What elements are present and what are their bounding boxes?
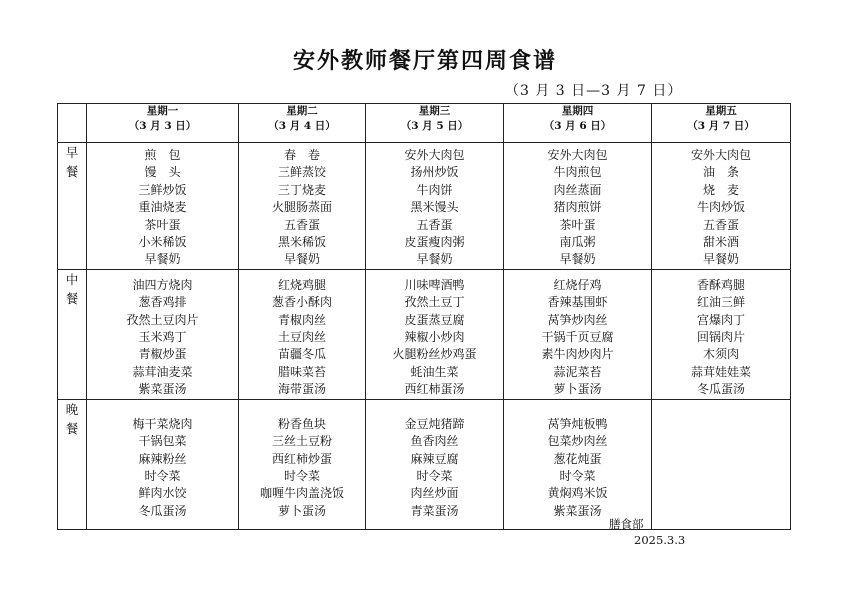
dish-item: 萝卜蛋汤 (277, 503, 326, 518)
dish-item: 早餐奶 (283, 252, 320, 267)
dish-item: 时令菜 (144, 468, 181, 483)
day-header (366, 104, 504, 143)
dish-item: 甜米酒 (702, 235, 739, 250)
dish-item: 蒜茸油麦菜 (132, 364, 193, 379)
dish-item: 蒜泥菜苔 (553, 364, 602, 379)
dish-item: 回锅肉片 (696, 330, 745, 345)
meal-label-char: 晚 (65, 401, 79, 417)
dish-item: 时令菜 (283, 468, 320, 483)
meal-label (58, 399, 87, 529)
dish-item: 安外大肉包 (404, 148, 465, 162)
dish-item: 皮蛋蒸豆腐 (404, 312, 465, 327)
dish-item: 扬州炒饭 (410, 165, 459, 180)
dish-item: 安外大肉包 (690, 148, 751, 162)
footer-date: 2025.3.3 (634, 533, 686, 547)
dish-item: 三鲜炒饭 (138, 182, 187, 197)
dish-item: 黄焖鸡米饭 (547, 486, 608, 501)
dish-item: 五香蛋 (416, 217, 453, 232)
dish-item: 孜然土豆肉片 (126, 312, 199, 327)
dish-item: 黑米馒头 (410, 200, 459, 215)
dish-item: 肉丝炒面 (410, 486, 459, 501)
dish-item: 五香蛋 (283, 217, 320, 232)
dish-item: 葱花炖蛋 (553, 451, 602, 466)
meal-label (58, 269, 87, 399)
page-title: 安外教师餐厅第四周食谱 (292, 48, 557, 74)
date-range: （3 月 3 日—3 月 7 日） (505, 83, 683, 99)
dish-item: 牛肉饼 (416, 182, 453, 197)
menu-cell (87, 143, 239, 270)
dish-item: 干锅包菜 (138, 434, 187, 449)
dish-item: 萝卜蛋汤 (553, 382, 602, 397)
dish-item: 素牛肉炒肉片 (541, 347, 614, 362)
dish-item: 苗疆冬瓜 (277, 347, 326, 362)
dish-item: 莴笋炒肉丝 (547, 312, 608, 327)
menu-cell (239, 143, 366, 270)
meal-label-char: 中 (65, 271, 79, 287)
dish-item: 青椒肉丝 (277, 312, 326, 327)
menu-cell (239, 399, 366, 529)
dinner-row (58, 399, 791, 529)
dish-item: 三鲜蒸饺 (277, 165, 326, 180)
dish-item: 宫爆肉丁 (696, 312, 745, 327)
day-date: （3 月 5 日） (400, 120, 469, 132)
dish-item: 时令菜 (559, 468, 596, 483)
dish-item: 干锅千页豆腐 (541, 330, 614, 345)
dish-item: 川味啤酒鸭 (404, 277, 465, 292)
day-date: （3 月 4 日） (268, 120, 336, 132)
dish-item: 时令菜 (416, 468, 453, 483)
menu-cell (504, 399, 652, 529)
dish-item: 早餐奶 (559, 252, 596, 267)
dish-item: 蒜茸娃娃菜 (690, 364, 751, 379)
dish-item: 木须肉 (702, 347, 739, 362)
day-header (652, 104, 791, 143)
dish-item: 小米稀饭 (138, 235, 187, 250)
dish-item: 粉香鱼块 (277, 416, 326, 431)
menu-cell (652, 399, 791, 529)
menu-table (57, 103, 791, 530)
menu-cell (652, 143, 791, 270)
day-header (504, 104, 652, 143)
dish-item: 茶叶蛋 (144, 217, 181, 232)
day-date: （3 月 7 日） (687, 120, 755, 132)
day-name: 星期二 (286, 105, 318, 117)
day-header (87, 104, 239, 143)
dish-item: 金豆炖猪蹄 (404, 416, 465, 431)
meal-label (58, 143, 87, 270)
dish-item: 早餐奶 (416, 252, 453, 267)
dish-item: 香辣基围虾 (547, 295, 608, 310)
dish-item: 红烧鸡腿 (277, 277, 326, 292)
menu-cell (504, 143, 652, 270)
day-name: 星期三 (418, 105, 451, 117)
dish-item: 香酥鸡腿 (696, 277, 745, 292)
dish-item: 冬瓜蛋汤 (696, 382, 745, 397)
dish-item: 皮蛋瘦肉粥 (404, 235, 465, 250)
header-row (58, 104, 791, 143)
dish-item: 馒 头 (144, 165, 181, 180)
dish-item: 辣椒小炒肉 (404, 330, 465, 345)
dish-item: 红烧仔鸡 (553, 277, 602, 292)
dish-item: 油 条 (702, 165, 739, 180)
dish-item: 孜然土豆丁 (404, 295, 465, 310)
footer-department: 膳食部 (609, 517, 644, 531)
meal-label-char: 餐 (65, 290, 79, 306)
dish-item: 咖喱牛肉盖浇饭 (259, 486, 344, 501)
dish-item: 黑米稀饭 (277, 235, 326, 250)
dish-item: 土豆肉丝 (277, 330, 326, 345)
day-name: 星期一 (146, 105, 179, 117)
dish-item: 腊味菜苔 (277, 364, 326, 379)
dish-item: 海带蛋汤 (277, 382, 326, 397)
day-name: 星期四 (561, 105, 594, 117)
dish-item: 三丁烧麦 (277, 182, 326, 197)
dish-item: 安外大肉包 (547, 148, 608, 162)
dish-item: 包菜炒肉丝 (547, 434, 608, 449)
dish-item: 莴笋炖板鸭 (547, 416, 608, 431)
lunch-row (58, 269, 791, 399)
day-date: （3 月 6 日） (543, 120, 612, 132)
dish-item: 肉丝蒸面 (553, 182, 602, 197)
dish-item: 麻辣豆腐 (410, 451, 459, 466)
day-header (239, 104, 366, 143)
dish-item: 紫菜蛋汤 (553, 503, 602, 518)
menu-cell (504, 269, 652, 399)
dish-item: 火腿粉丝炒鸡蛋 (392, 347, 477, 362)
dish-item: 葱香小酥肉 (271, 295, 332, 310)
menu-cell (366, 269, 504, 399)
dish-item: 油四方烧肉 (132, 277, 193, 292)
dish-item: 牛肉炒饭 (696, 200, 745, 215)
meal-label-char: 早 (65, 145, 79, 160)
day-name: 星期五 (705, 105, 737, 117)
meal-label-char: 餐 (65, 420, 79, 436)
dish-item: 西红柿蛋汤 (404, 382, 465, 397)
dish-item: 西红柿炒蛋 (271, 451, 332, 466)
dish-item: 三丝土豆粉 (271, 434, 332, 449)
dish-item: 紫菜蛋汤 (138, 382, 187, 397)
dish-item: 青菜蛋汤 (410, 503, 459, 518)
meal-label-char: 餐 (65, 164, 79, 179)
dish-item: 五香蛋 (702, 217, 739, 232)
menu-cell (652, 269, 791, 399)
corner-cell (58, 104, 87, 143)
menu-cell (366, 399, 504, 529)
dish-item: 蚝油生菜 (410, 364, 459, 379)
dish-item: 煎 包 (144, 148, 181, 162)
dish-item: 鱼香肉丝 (410, 434, 459, 449)
day-date: （3 月 3 日） (128, 120, 197, 132)
dish-item: 玉米鸡丁 (138, 330, 187, 345)
dish-item: 葱香鸡排 (138, 295, 187, 310)
dish-item: 冬瓜蛋汤 (138, 503, 187, 518)
dish-item: 青椒炒蛋 (138, 347, 187, 362)
dish-item: 牛肉煎包 (553, 165, 602, 180)
dish-item: 茶叶蛋 (559, 217, 596, 232)
menu-cell (87, 269, 239, 399)
menu-cell (239, 269, 366, 399)
menu-cell (87, 399, 239, 529)
dish-item: 早餐奶 (702, 252, 739, 267)
breakfast-row (58, 143, 791, 270)
dish-item: 梅干菜烧肉 (132, 416, 193, 431)
dish-item: 麻辣粉丝 (138, 451, 187, 466)
dish-item: 烧 麦 (702, 182, 739, 197)
dish-item: 鲜肉水饺 (138, 486, 187, 501)
menu-cell (366, 143, 504, 270)
dish-item: 红油三鲜 (696, 295, 745, 310)
dish-item: 南瓜粥 (559, 235, 596, 250)
dish-item: 重油烧麦 (138, 200, 187, 215)
dish-item: 早餐奶 (144, 252, 181, 267)
dish-item: 火腿肠蒸面 (271, 200, 332, 215)
dish-item: 春 卷 (283, 148, 320, 162)
dish-item: 猪肉煎饼 (553, 200, 602, 215)
